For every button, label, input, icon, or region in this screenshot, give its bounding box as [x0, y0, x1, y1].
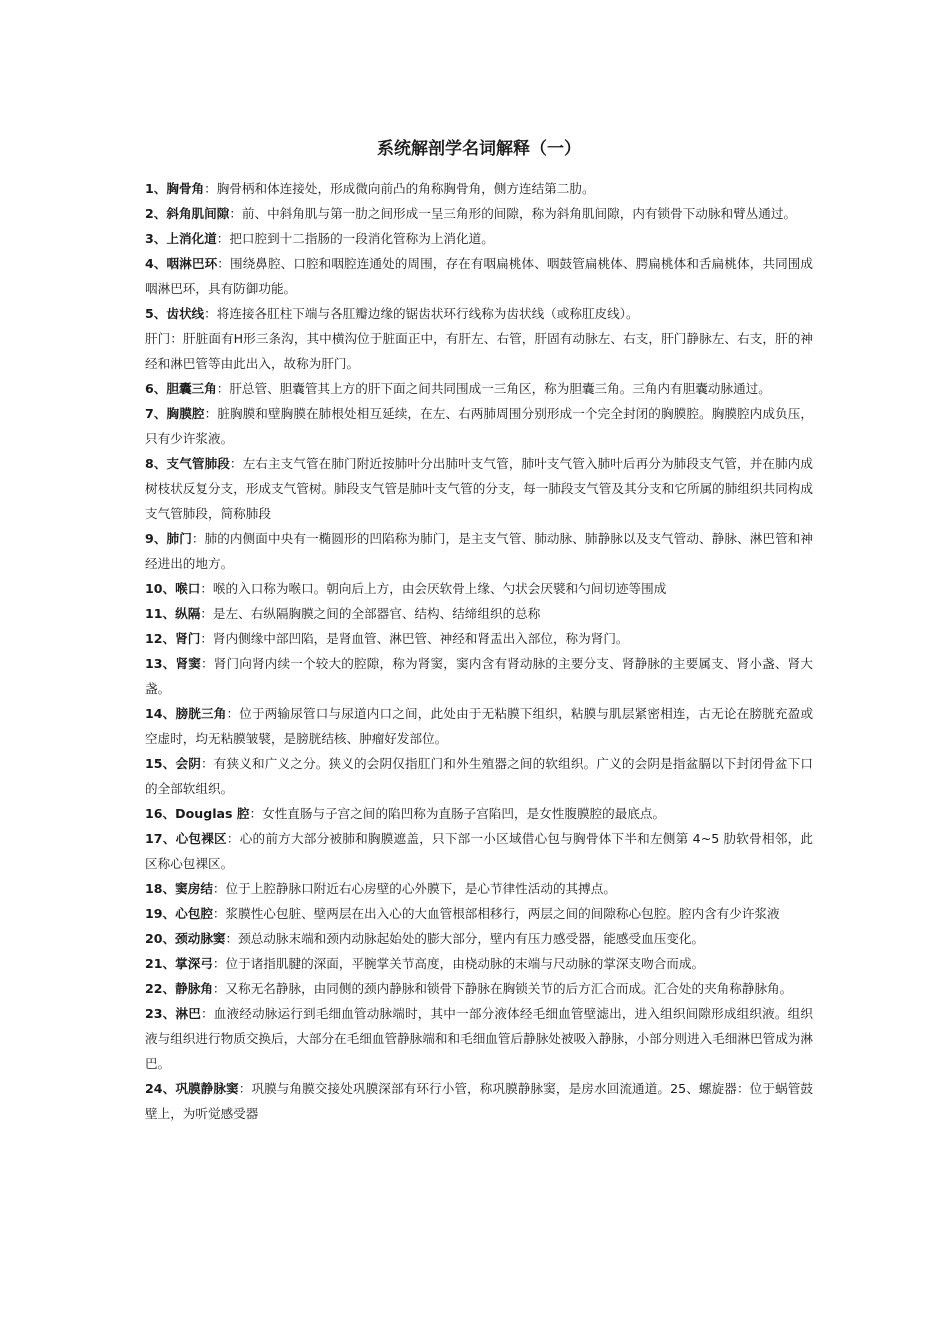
definition-entry: [145, 876, 813, 901]
entry-separator: ：: [229, 456, 243, 471]
entry-number: 11、: [145, 606, 176, 621]
entry-text: 浆膜性心包脏、壁两层在出入心的大血管根部相移行，两层之间的间隙称心包腔。腔内含有少许浆液: [225, 906, 780, 921]
entry-text: 脏胸膜和壁胸膜在肺根处相互延续，在左、右两肺周围分别形成一个完全封闭的胸膜腔。胸膜腔内成负压，只有少许浆液。: [145, 406, 814, 446]
definition-entry: [145, 626, 813, 651]
entry-separator: ：: [225, 931, 239, 946]
entry-number: 14、: [145, 706, 176, 721]
entry-term: 肺门: [166, 531, 192, 546]
entry-number: 16、: [145, 806, 176, 821]
entry-term: 支气管肺段: [166, 456, 230, 471]
definition-entry: [145, 926, 813, 951]
entry-separator: ：: [212, 981, 226, 996]
entry-text: 巩膜与角膜交接处巩膜深部有环行小管，称巩膜静脉窦，是房水回流通道。25、螺旋器：位于蜗管鼓壁上，为听觉感受器: [145, 1081, 813, 1121]
definition-entry: [145, 801, 813, 826]
entry-text: 有狭义和广义之分。狭义的会阴仅指肛门和外生殖器之间的软组织。广义的会阴是指盆膈以下封闭骨盆下口的全部软组织。: [145, 756, 814, 796]
entry-text: 围绕鼻腔、口腔和咽腔连通处的周围，存在有咽扁桃体、咽鼓管扁桃体、腭扁桃体和舌扁桃体，共同围成咽淋巴环，具有防御功能。: [145, 256, 814, 296]
entry-number: 4、: [145, 256, 167, 271]
entry-term: 静脉角: [175, 981, 213, 996]
entry-term: 颈动脉窦: [175, 931, 226, 946]
entry-separator: ：: [200, 756, 214, 771]
entry-number: 19、: [145, 906, 176, 921]
entry-term: 肾门: [175, 631, 201, 646]
entry-term: 齿状线: [166, 306, 205, 321]
entry-term: 上消化道: [166, 231, 217, 246]
entry-number: 1、: [145, 181, 167, 196]
entry-number: 18、: [145, 881, 176, 896]
entry-separator: ：: [226, 706, 240, 721]
entry-separator: ：: [217, 256, 230, 271]
entry-term: 咽淋巴环: [166, 256, 218, 271]
entry-separator: ：: [200, 606, 213, 621]
entry-term: 膀胱三角: [175, 706, 227, 721]
entry-term: 掌深弓: [175, 956, 213, 971]
definition-entry: [145, 601, 813, 626]
definition-entry: [145, 1076, 813, 1126]
definition-entry: [145, 176, 813, 201]
entry-separator: ：: [191, 531, 205, 546]
entry-text: 血液经动脉运行到毛细血管动脉端时，其中一部分液体经毛细血管壁滤出，进入组织间隙形成组织液。组织液与组织进行物质交换后，大部分在毛细血管静脉端和和毛细血管后静脉处被吸入静脉，小部分则进入毛细淋巴管成为淋巴。: [145, 1006, 814, 1071]
definition-entry: [145, 401, 813, 451]
entry-separator: ：: [204, 406, 218, 421]
entry-number: 21、: [145, 956, 176, 971]
entry-separator: ：: [212, 956, 226, 971]
entry-text: 是左、右纵隔胸膜之间的全部器官、结构、结缔组织的总称: [212, 606, 541, 621]
entry-text: 肺的内侧面中央有一椭圆形的凹陷称为肺门，是主支气管、肺动脉、肺静脉以及支气管动、静脉、淋巴管和神经进出的地方。: [145, 531, 814, 571]
definition-entry: [145, 201, 813, 226]
entry-text: 女性直肠与子宫之间的陷凹称为直肠子宫陷凹，是女性腹膜腔的最底点。: [262, 806, 666, 821]
entry-separator: ：: [238, 1081, 252, 1096]
entry-number: 5、: [145, 306, 167, 321]
entry-term: 胆囊三角: [166, 381, 217, 396]
definition-entry: [145, 376, 813, 401]
entry-term: 纵隔: [175, 606, 201, 621]
entry-separator: ：: [204, 181, 217, 196]
entry-text: 肾门向肾内续一个较大的腔隙，称为肾窦，窦内含有肾动脉的主要分支、肾静脉的主要属支、肾小盏、肾大盏。: [145, 656, 814, 696]
entry-text: 颈总动脉末端和颈内动脉起始处的膨大部分，壁内有压力感受器，能感受血压变化。: [238, 931, 705, 946]
entry-term: 心包裸区: [175, 831, 227, 846]
definition-entry: [145, 701, 813, 751]
document-page: [145, 136, 813, 1126]
entry-term: Douglas 腔: [175, 806, 250, 821]
definition-entry: [145, 326, 813, 376]
definition-entry: [145, 1001, 813, 1076]
entry-text: 胸骨柄和体连接处，形成微向前凸的角称胸骨角，侧方连结第二肋。: [216, 181, 595, 196]
entry-text: 喉的入口称为喉口。朝向后上方，由会厌软骨上缘、勺状会厌襞和勺间切迹等围成: [212, 581, 667, 596]
entry-number: 20、: [145, 931, 176, 946]
entry-separator: ：: [200, 656, 214, 671]
entry-text: 位于两输尿管口与尿道内口之间，此处由于无粘膜下组织，粘膜与肌层紧密相连，古无论在膀胱充盈或空虚时，均无粘膜皱襞，是膀胱结核、肿瘤好发部位。: [145, 706, 814, 746]
entry-text: 位于上腔静脉口附近右心房壁的心外膜下，是心节律性活动的其搏点。: [225, 881, 616, 896]
entry-term: 斜角肌间隙: [166, 206, 230, 221]
entries-list: [145, 176, 813, 1126]
entry-text: 心的前方大部分被肺和胸膜遮盖，只下部一小区域借心包与胸骨体下半和左侧第 4~5 肋软骨相邻，此区称心包裸区。: [145, 831, 814, 871]
entry-text: 又称无名静脉，由同侧的颈内静脉和锁骨下静脉在胸锁关节的后方汇合而成。汇合处的夹角称静脉角。: [225, 981, 793, 996]
definition-entry: [145, 976, 813, 1001]
entry-separator: ：: [212, 881, 226, 896]
entry-number: 6、: [145, 381, 167, 396]
definition-entry: [145, 826, 813, 876]
entry-term: 淋巴: [175, 1006, 201, 1021]
entry-text: 把口腔到十二指肠的一段消化管称为上消化道。: [229, 231, 494, 246]
entry-separator: ：: [216, 381, 230, 396]
entry-separator: ：: [226, 831, 240, 846]
entry-text: 位于诸指肌腱的深面，平腕掌关节高度，由桡动脉的末端与尺动脉的掌深支吻合而成。: [225, 956, 705, 971]
entry-separator: ：: [200, 631, 213, 646]
entry-number: 12、: [145, 631, 176, 646]
definition-entry: [145, 251, 813, 301]
entry-number: 9、: [145, 531, 167, 546]
entry-term: 窦房结: [175, 881, 213, 896]
entry-text: 肾内侧缘中部凹陷，是肾血管、淋巴管、神经和肾盂出入部位，称为肾门。: [212, 631, 629, 646]
entry-term: 心包腔: [175, 906, 213, 921]
definition-entry: [145, 526, 813, 576]
entry-number: 15、: [145, 756, 176, 771]
entry-separator: ：: [212, 906, 226, 921]
entry-number: 8、: [145, 456, 167, 471]
entry-term: 巩膜静脉窦: [175, 1081, 239, 1096]
entry-separator: ：: [204, 306, 217, 321]
definition-entry: [145, 751, 813, 801]
entry-number: 17、: [145, 831, 176, 846]
entry-number: 13、: [145, 656, 176, 671]
entry-separator: ：: [249, 806, 263, 821]
entry-separator: ：: [229, 206, 242, 221]
definition-entry: [145, 651, 813, 701]
entry-term: 胸骨角: [166, 181, 205, 196]
definition-entry: [145, 951, 813, 976]
entry-text: 肝总管、胆囊管其上方的肝下面之间共同围成一三角区，称为胆囊三角。三角内有胆囊动脉通过。: [229, 381, 771, 396]
definition-entry: [145, 576, 813, 601]
entry-separator: ：: [200, 1006, 214, 1021]
definition-entry: [145, 226, 813, 251]
entry-number: 2、: [145, 206, 167, 221]
entry-separator: ：: [216, 231, 230, 246]
entry-number: 3、: [145, 231, 167, 246]
entry-text: 左右主支气管在肺门附近按肺叶分出肺叶支气管，肺叶支气管入肺叶后再分为肺段支气管，并在肺内成树枝状反复分支，形成支气管树。肺段支气管是肺叶支气管的分支，每一肺段支气管及其分支和它所属的肺组织共同构成支气管肺段，简称肺段: [145, 456, 814, 521]
entry-term: 肾窦: [175, 656, 201, 671]
definition-entry: [145, 901, 813, 926]
entry-text: 前、中斜角肌与第一肋之间形成一呈三角形的间隙，称为斜角肌间隙，内有锁骨下动脉和臂丛通过。: [241, 206, 797, 221]
entry-text: 肝门：肝脏面有H形三条沟，其中横沟位于脏面正中，有肝左、右管，肝固有动脉左、右支，肝门静脉左、右支，肝的神经和淋巴管等由此出入，故称为肝门。: [145, 331, 813, 371]
entry-number: 22、: [145, 981, 176, 996]
entry-separator: ：: [200, 581, 213, 596]
entry-number: 7、: [145, 406, 167, 421]
entry-term: 喉口: [175, 581, 201, 596]
definition-entry: [145, 451, 813, 526]
entry-number: 24、: [145, 1081, 176, 1096]
entry-term: 会阴: [175, 756, 201, 771]
entry-text: 将连接各肛柱下端与各肛瓣边缘的锯齿状环行线称为齿状线（或称肛皮线）。: [216, 306, 639, 321]
entry-number: 10、: [145, 581, 176, 596]
entry-number: 23、: [145, 1006, 176, 1021]
definition-entry: [145, 301, 813, 326]
document-title: 系统解剖学名词解释（一）: [377, 139, 581, 159]
entry-term: 胸膜腔: [166, 406, 205, 421]
